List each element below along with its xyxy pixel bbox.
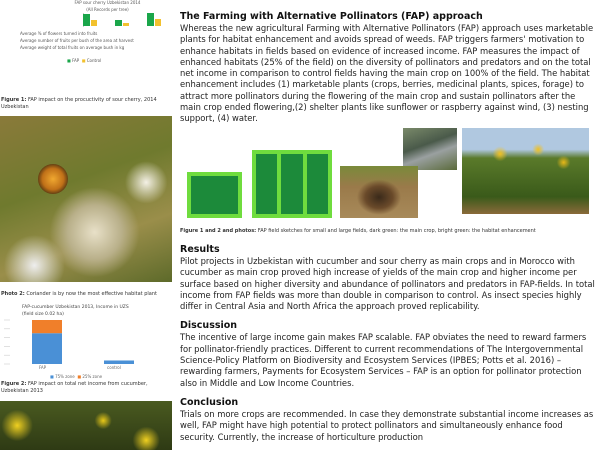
conclusion-heading: Conclusion: [180, 396, 239, 408]
intro-text: Whereas the new agricultural Farming with Alternative Pollinators (FAP) approach uses marketable plants for habitat enhancement and avoids spread of weeds. FAP triggers farmers' motivation to enhance habitats in fields based on evidence of increased income. FAP measures the impact of enhanced habitats (25% of the field) on the diversity of pollinators and predators and on the total net income in comparison to control fields having the main crop on 100% of the field. The habitat enhancement includes (1) marketable plants (crops, berries, medicinal plants, spices, forage) to attract more pollinators during the flowering of the main crop and sustain pollinators after the main crop ended flowering,(2) shelter plants like sunflower or raspberry against wind, (3) nesting support, (4) water.: [180, 23, 594, 124]
bar: [115, 20, 122, 26]
fig1-category: Average weight of total fruits on average bush in kg: [20, 45, 125, 50]
water-photo: [403, 128, 457, 170]
bee-photo: [0, 116, 172, 282]
bar-FAP-25% zone: [32, 320, 62, 333]
x-tick-label: control: [107, 365, 121, 370]
coriander-photo: [0, 401, 172, 450]
legend: ■ 75% zone ■ 25% zone: [50, 374, 103, 379]
conclusion-text: Trials on more crops are recommended. In case they demonstrate substantial income increases as well, FAP might have high potential to protect pollinators and simultaneously enhance food security. Currently, the increase of horticulture production: [180, 408, 594, 442]
main-column: [180, 0, 596, 125]
x-tick-label: FAP: [39, 365, 47, 370]
chart-plot: [0, 304, 172, 380]
bar-control-75% zone: [104, 360, 134, 364]
results-text: Pilot projects in Uzbekistan with cucumber and sour cherry as main crops and in Morocco with cucumber as main crop proved high increase of yields of the main crop and higher income per surface based on higher diversity and abundance of pollinators and predators in FAP-fields. In total income from FAP fields was more than double in comparison to control. As insect species highly differ in Central Asia and North Africa the approach proved replicability.: [180, 256, 595, 312]
fig1-subtitle: (All Records per tree): [86, 6, 129, 12]
figure-2-chart: [0, 304, 172, 380]
left-column: [0, 0, 172, 450]
fig1-category: Average number of fruits per bush of the area at harvest: [20, 38, 134, 43]
bar: [123, 23, 129, 26]
fig1-category-list: [20, 30, 170, 51]
chart-title: FAP-cucumber Uzbekistan 2013, Income in UZS (field size 0.02 ha): [22, 305, 129, 317]
discussion-heading: Discussion: [180, 320, 238, 332]
bar: [147, 13, 154, 26]
sunflower-photo: [462, 128, 589, 214]
bar: [91, 20, 97, 26]
figures-caption: Figure 1 and 2 and photos: FAP field sketches for small and large fields, dark green: the main crop, bright green: the habitat enhancement: [180, 228, 536, 234]
legend: ■ FAP ■ Control: [67, 58, 102, 63]
figure-2-caption: Figure 2: FAP impact on total net income from cucumber, Uzbekistan 2013: [1, 381, 148, 394]
bar: [83, 14, 90, 26]
bar-FAP-75% zone: [32, 333, 62, 364]
figure-1-chart: [45, 0, 170, 28]
field-sketch-large: [252, 150, 332, 218]
results-section: [180, 244, 596, 443]
discussion-text: The incentive of large income gain makes FAP scalable. FAP obviates the need to reward farmers for pollinator-friendly practices. Different to current recommendations of The Intergovernmental Science-Policy Platform on Biodiversity and Ecosystem Services (IPBES; Potts et al. 2016) – rewarding farmers, Payments for Ecosystem Services – FAP is an option for pollinator protection also in Middle and Low Income Countries.: [180, 332, 587, 388]
bee: [38, 164, 68, 194]
field-sketch-small: [187, 172, 242, 218]
fig1-category: Average % of flowers turned into fruits: [20, 31, 98, 36]
fig1-title: FAP sour cherry Uzbekistan 2014: [74, 0, 141, 5]
results-heading: Results: [180, 244, 220, 255]
figure-1-caption: Figure 1: FAP impact on the procuctivity of sour cherry, 2014 Uzbekistan: [1, 97, 157, 110]
photo-2-caption: Photo 2: Coriander is by now the most effective habitat plant: [1, 291, 157, 297]
nest-photo: [340, 166, 418, 218]
section-title: The Farming with Alternative Pollinators (FAP) approach: [180, 11, 483, 22]
bar: [155, 19, 161, 26]
